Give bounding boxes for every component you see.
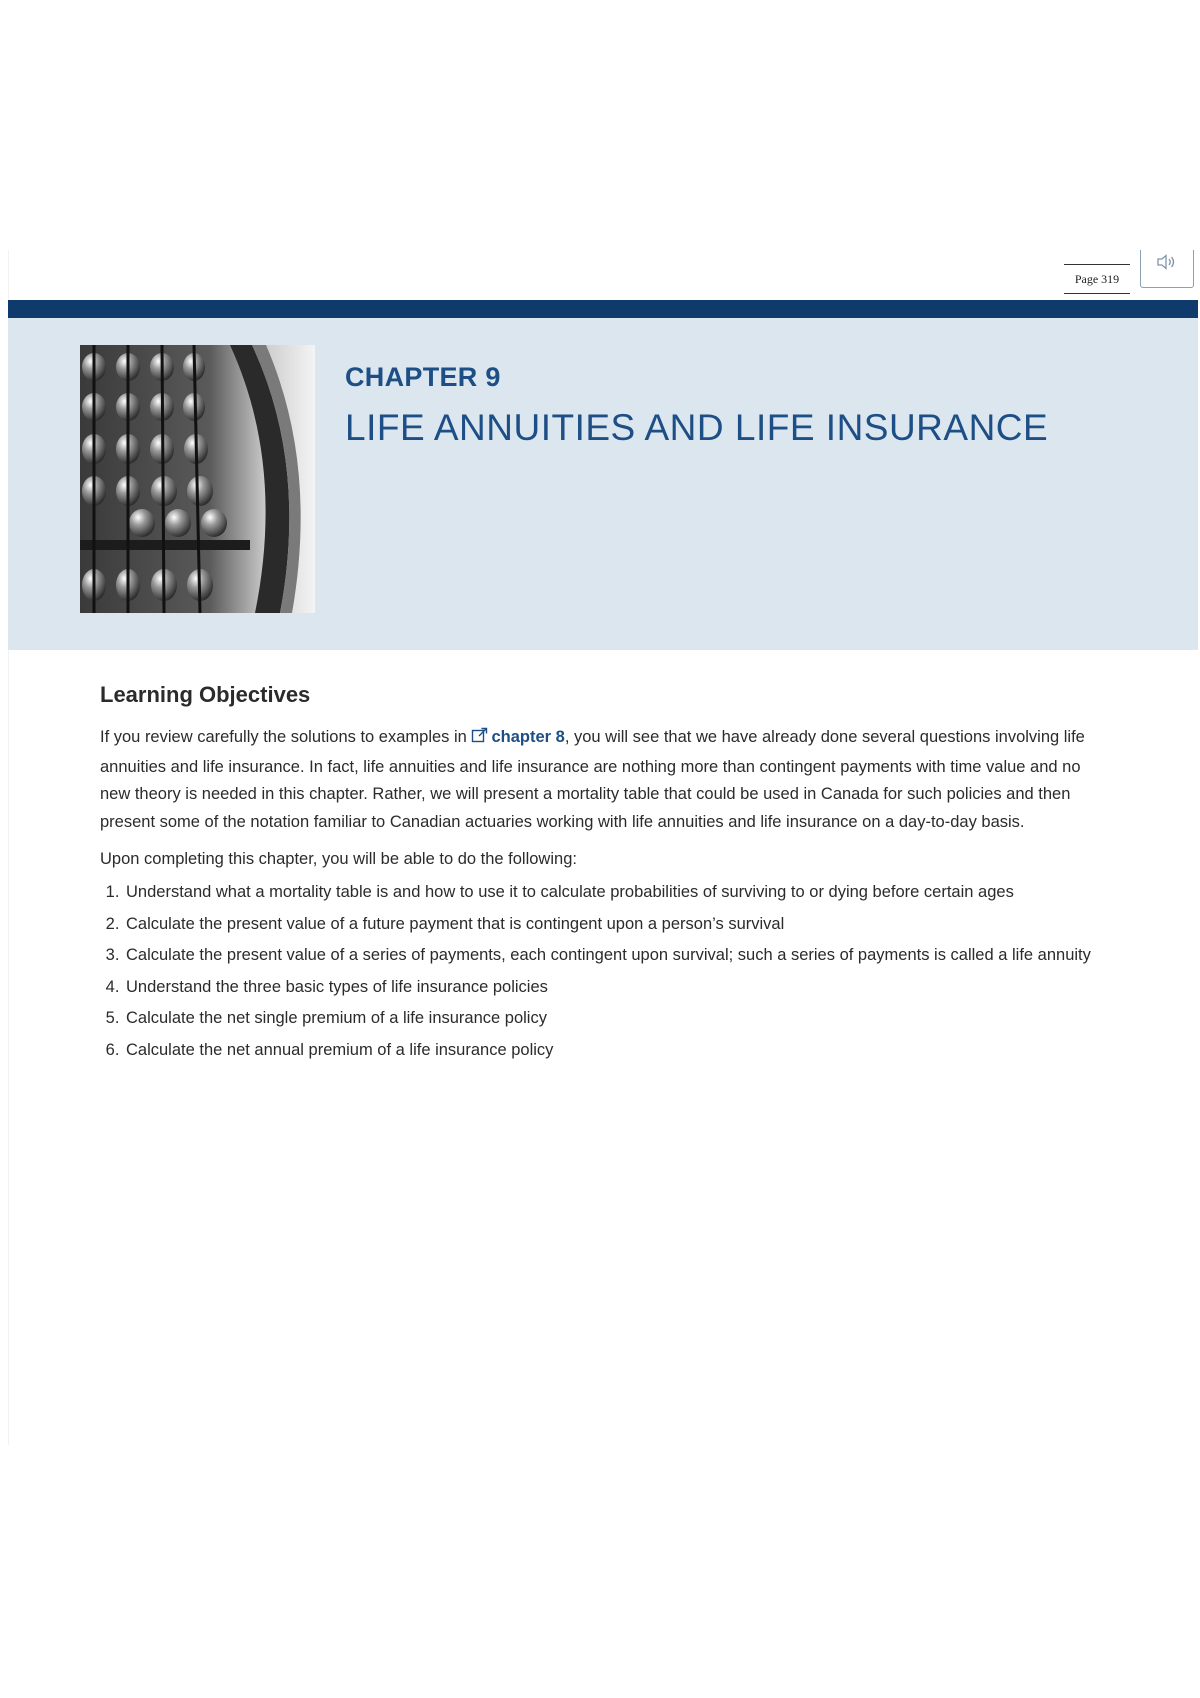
page-number: Page 319 xyxy=(1064,264,1130,294)
external-link-icon xyxy=(471,726,488,754)
objectives-list xyxy=(100,879,1110,1064)
chapter-label: CHAPTER 9 xyxy=(345,362,501,392)
list-item: 3. Calculate the present value of a series of payments, each contingent upon survival; such a series of payments is called a life annuity xyxy=(124,942,1110,970)
section-heading: Learning Objectives xyxy=(100,682,311,707)
list-item: 6. Calculate the net annual premium of a life insurance policy xyxy=(124,1037,1110,1065)
chapter-link-text: chapter 8 xyxy=(491,728,565,746)
list-item: 1. Understand what a mortality table is and how to use it to calculate probabilities of surviving to or dying before certain ages xyxy=(124,879,1110,907)
list-item: 2. Calculate the present value of a future payment that is contingent upon a person’s survival xyxy=(124,911,1110,939)
intro-text-before: If you review carefully the solutions to examples in xyxy=(100,728,472,746)
speaker-icon xyxy=(1156,254,1178,275)
intro-paragraph xyxy=(100,724,1110,836)
intro-text-after: , you will see that we have already done several questions involving life annuities and life insurance. In fact, life annuities and life insurance are nothing more than contingent payments with time value and no new theory is needed in this chapter. Rather, we will present a mortality table that could be used in Canada for such policies and then present some of the notation familiar to Canadian actuaries working with life annuities and life insurance on a day-to-day basis. xyxy=(100,728,1085,831)
learning-objectives-section xyxy=(100,682,1110,1068)
abacus-image xyxy=(80,345,315,613)
list-item: 4. Understand the three basic types of life insurance policies xyxy=(124,974,1110,1002)
header-bar xyxy=(8,300,1198,318)
objectives-lead: Upon completing this chapter, you will be able to do the following: xyxy=(100,850,577,868)
chapter-8-link[interactable] xyxy=(471,728,564,746)
audio-button[interactable] xyxy=(1140,250,1194,288)
list-item: 5. Calculate the net single premium of a life insurance policy xyxy=(124,1005,1110,1033)
chapter-title: LIFE ANNUITIES AND LIFE INSURANCE xyxy=(345,407,1049,448)
